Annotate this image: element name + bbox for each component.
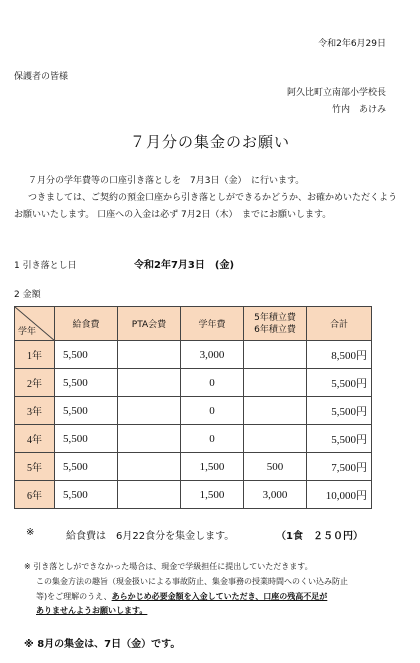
grade-fee-cell: 0 (181, 369, 244, 397)
table-row (15, 369, 372, 397)
savings-cell (244, 425, 307, 453)
table-row (15, 341, 372, 369)
school-name: 阿久比町立南部小学校長 (286, 88, 386, 98)
grade-cell: 5年 (15, 453, 55, 481)
header-grade-fee: 学年費 (181, 307, 244, 341)
lunch-note-marker: ※ (26, 527, 35, 538)
total-cell: 7,500円 (307, 453, 372, 481)
total-cell: 8,500円 (307, 341, 372, 369)
pta-cell (118, 341, 181, 369)
grade-fee-cell: 0 (181, 397, 244, 425)
lunch-cell: 5,500 (55, 453, 118, 481)
grade-fee-cell: 1,500 (181, 481, 244, 509)
principal-name: 竹内 あけみ (331, 105, 386, 115)
grade-cell: 4年 (15, 425, 55, 453)
savings-cell (244, 341, 307, 369)
savings-cell (244, 397, 307, 425)
pta-cell (118, 397, 181, 425)
savings-cell: 3,000 (244, 481, 307, 509)
grade-cell: 1年 (15, 341, 55, 369)
total-cell: 10,000円 (307, 481, 372, 509)
fee-table-header (15, 307, 372, 341)
savings-cell (244, 369, 307, 397)
corner-label: 学年 (18, 327, 37, 337)
lunch-cell: 5,500 (55, 341, 118, 369)
header-total: 合計 (307, 307, 372, 341)
total-cell: 5,500円 (307, 425, 372, 453)
header-pta: PTA会費 (118, 307, 181, 341)
note-2-line-3-start: 等)をご理解のうえ、 (36, 592, 112, 601)
lunch-cell: 5,500 (55, 369, 118, 397)
intro-line-1: ７月分の学年費等の口座引き落としを 7月3日（金） に行います。 (28, 176, 305, 186)
pta-cell (118, 369, 181, 397)
header-savings (244, 307, 307, 341)
grade-cell: 2年 (15, 369, 55, 397)
section-1-label: 1 引き落とし日 (14, 261, 77, 271)
header-lunch: 給食費 (55, 307, 118, 341)
issue-date: 令和2年6月29日 (318, 39, 386, 49)
intro-line-2: つきましては、ご契約の預金口座から引き落としができるかどうか、お確かめいただくよう (28, 193, 398, 203)
lunch-cell: 5,500 (55, 481, 118, 509)
note-2-line-2: この集金方法の趣旨（現金扱いによる事故防止、集金事務の授業時間へのくい込み防止 (36, 577, 348, 586)
next-collection-note: ※ 8月の集金は、7日（金）です。 (24, 639, 181, 650)
lunch-unit-price: （1食 ２５０円） (276, 531, 363, 542)
grade-fee-cell: 3,000 (181, 341, 244, 369)
pta-cell (118, 481, 181, 509)
total-cell: 5,500円 (307, 397, 372, 425)
note-2-line-4: ありませんようお願いします。 (36, 606, 148, 615)
lunch-cell: 5,500 (55, 425, 118, 453)
lunch-cell: 5,500 (55, 397, 118, 425)
grade-fee-cell: 1,500 (181, 453, 244, 481)
savings-cell: 500 (244, 453, 307, 481)
total-cell: 5,500円 (307, 369, 372, 397)
header-savings-line-2: 6年積立費 (254, 324, 296, 335)
corner-cell (15, 307, 55, 341)
header-savings-line-1: 5年積立費 (254, 312, 296, 323)
grade-cell: 6年 (15, 481, 55, 509)
grade-cell: 3年 (15, 397, 55, 425)
table-row (15, 397, 372, 425)
note-2-line-1: ※ 引き落としができなかった場合は、現金で学級担任に提出していただきます。 (24, 562, 313, 571)
grade-fee-cell: 0 (181, 425, 244, 453)
fee-table (14, 306, 372, 509)
pta-cell (118, 425, 181, 453)
section-2-label: 2 金額 (14, 290, 41, 300)
pta-cell (118, 453, 181, 481)
recipient: 保護者の皆様 (14, 72, 69, 82)
intro-line-3: お願いいたします。 口座への入金は必ず 7月2日（木） までにお願いします。 (14, 210, 332, 220)
lunch-note: 給食費は 6月22食分を集金します。 (66, 531, 235, 542)
page-title: ７月分の集金のお願い (129, 133, 290, 151)
table-row (15, 425, 372, 453)
table-row (15, 481, 372, 509)
note-2-line-3 (36, 591, 327, 602)
table-row (15, 453, 372, 481)
debit-date: 令和2年7月3日 (金) (134, 260, 235, 271)
note-2-emphasis: あらかじめ必要金額を入金していただき、口座の残高不足が (111, 592, 328, 601)
